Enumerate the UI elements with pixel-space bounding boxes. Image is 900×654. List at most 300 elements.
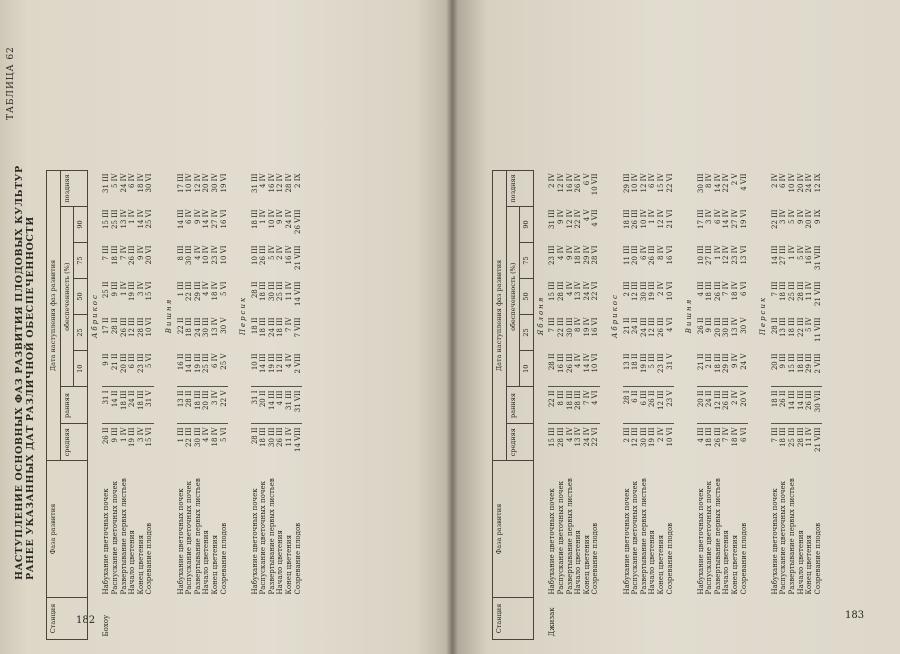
value-cell: 16 VI xyxy=(219,209,228,229)
value-cell: 24 II xyxy=(128,387,137,424)
value-cell: 10 VI xyxy=(219,245,228,265)
value-cell: 1 III xyxy=(176,281,185,297)
value-cell: 25 III xyxy=(110,209,119,229)
header-station: Станция xyxy=(493,598,534,640)
phase-spacer xyxy=(162,461,177,598)
station-cell xyxy=(591,598,600,640)
header-col-early: ранняя xyxy=(506,387,533,424)
crop-name: Абрикос xyxy=(610,293,619,338)
value-cell: 22 VI xyxy=(665,173,674,193)
value-cell: 28 II xyxy=(548,353,557,371)
table-row xyxy=(177,171,186,640)
table-title xyxy=(14,165,36,580)
value-cell: 18 III xyxy=(250,209,259,229)
value-cell: 9 IV xyxy=(796,209,805,224)
phase-cell: Набухание цветочных почек xyxy=(770,488,779,595)
value-cell: 19 III xyxy=(648,281,657,301)
phase-cell: Начало цветения xyxy=(796,530,805,595)
value-cell: 9 IV xyxy=(276,209,285,224)
station-cell xyxy=(731,598,740,640)
table-row xyxy=(145,171,154,640)
station-cell xyxy=(697,598,706,640)
value-cell: 12 IV xyxy=(565,209,574,229)
value-cell: 3 IV xyxy=(779,209,788,224)
value-cell: 16 IV xyxy=(267,173,276,193)
value-cell: 20 VI xyxy=(145,245,154,265)
value-cell: 18 III xyxy=(788,317,797,337)
header-col-pct: 25 xyxy=(520,315,534,351)
value-cell: 15 VI xyxy=(145,424,154,461)
table-row xyxy=(797,171,806,640)
table-label: ТАБЛИЦА 62 xyxy=(6,46,16,120)
value-cell: 18 III xyxy=(259,317,268,337)
value-cell: 22 IV xyxy=(574,209,583,229)
value-cell: 31 I xyxy=(251,387,260,424)
value-cell: 26 VIII xyxy=(293,209,302,234)
value-cell: 22 III xyxy=(556,317,565,337)
value-cell: 30 III xyxy=(639,281,648,301)
value-cell: 21 II xyxy=(622,317,631,335)
crop-group-row xyxy=(756,171,771,640)
value-cell: 6 IV xyxy=(210,353,219,368)
phase-cell: Начало цветения xyxy=(574,530,583,595)
value-cell: 29 III xyxy=(805,353,814,373)
value-cell: 15 VI xyxy=(145,281,154,301)
station-cell xyxy=(285,598,294,640)
phase-cell: Конец цветения xyxy=(656,534,665,595)
header-col-pct: 90 xyxy=(520,207,534,243)
value-cell: 1 IV xyxy=(648,209,657,224)
value-cell: 12 III xyxy=(631,281,640,301)
phase-spacer xyxy=(608,461,623,598)
value-cell: 2 V xyxy=(731,173,740,186)
value-cell: 30 III xyxy=(185,245,194,265)
station-cell xyxy=(177,598,186,640)
value-cell: 19 III xyxy=(267,353,276,373)
phase-cell: Начало цветения xyxy=(648,530,657,595)
station-cell xyxy=(631,598,640,640)
value-cell: 1 IV xyxy=(259,209,268,224)
table-row xyxy=(557,171,566,640)
value-cell: 8 IV xyxy=(705,173,714,188)
phase-spacer xyxy=(236,461,251,598)
station-cell xyxy=(648,598,657,640)
value-cell: 26 III xyxy=(276,424,285,461)
value-cell: 7 III xyxy=(102,245,111,261)
station-cell xyxy=(814,598,823,640)
value-cell: 5 VI xyxy=(219,281,228,296)
value-cell: 14 II xyxy=(111,387,120,424)
station-cell xyxy=(211,598,220,640)
value-cell: 22 V xyxy=(220,387,229,424)
value-cell: 12 IX xyxy=(813,173,822,193)
phase-cell: Начало цветения xyxy=(276,530,285,595)
value-cell: 28 III xyxy=(574,387,583,424)
table-row xyxy=(640,171,649,640)
value-cell: 28 III xyxy=(556,281,565,301)
phase-spacer xyxy=(533,461,548,598)
header-probability: обеспеченность (%) xyxy=(506,207,520,388)
crop-group-row xyxy=(533,171,548,640)
right-table xyxy=(492,170,830,640)
value-cell: 30 III xyxy=(202,317,211,337)
table-row xyxy=(623,171,632,640)
value-cell: 1 IV xyxy=(119,281,128,296)
value-cell: 9 IV xyxy=(556,209,565,224)
phase-cell: Конец цветения xyxy=(136,534,145,595)
title-line-2: РАНЕЕ УКАЗАННЫХ ДАТ РАЗЛИЧНОЙ ОБЕСПЕЧЕННОСТИ xyxy=(25,216,36,580)
crop-name: Вишня xyxy=(164,297,173,334)
value-cell: 10 IV xyxy=(788,173,797,193)
value-cell: 20 IV xyxy=(805,209,814,229)
phase-cell: Распускание цветочных почек xyxy=(631,481,640,595)
value-cell: 5 IV xyxy=(267,245,276,260)
header-dates-group: Дата наступления фаз развития xyxy=(47,171,61,461)
value-cell: 9 III xyxy=(779,353,788,369)
value-cell: 9 III xyxy=(110,281,119,297)
station-cell xyxy=(779,598,788,640)
value-cell: 28 III xyxy=(557,424,566,461)
left-table xyxy=(46,170,310,640)
value-cell: 29 III xyxy=(722,353,731,373)
phase-cell: Созревание плодов xyxy=(219,522,228,595)
crop-name: Персик xyxy=(239,295,248,336)
station-cell xyxy=(788,598,797,640)
table-row xyxy=(740,171,749,640)
station-cell xyxy=(623,598,632,640)
value-cell: 4 IV xyxy=(202,281,211,296)
phase-cell: Созревание плодов xyxy=(591,522,600,595)
page-number-right: 183 xyxy=(845,610,865,621)
station-cell: Бохоу xyxy=(102,614,111,637)
value-cell: 24 II xyxy=(705,387,714,424)
value-cell: 7 III xyxy=(771,424,780,461)
value-cell: 22 VI xyxy=(591,281,600,301)
phase-cell: Развертывание первых листьев xyxy=(267,478,276,595)
station-cell: Джизак xyxy=(548,607,557,637)
phase-cell: Созревание плодов xyxy=(665,522,674,595)
value-cell: 24 II xyxy=(631,317,640,335)
value-cell: 18 IV xyxy=(210,281,219,301)
value-cell: 17 III xyxy=(176,173,185,193)
header-col-pct: 75 xyxy=(74,243,88,279)
value-cell: 26 II xyxy=(696,317,705,335)
value-cell: 13 IV xyxy=(574,424,583,461)
value-cell: 30 III xyxy=(696,173,705,193)
value-cell: 25 VI xyxy=(145,209,154,229)
value-cell: 24 III xyxy=(193,317,202,337)
value-cell: 18 III xyxy=(110,245,119,265)
value-cell: 4 III xyxy=(696,281,705,297)
value-cell: 12 IV xyxy=(639,173,648,193)
book-gutter xyxy=(446,0,458,654)
group-spacer xyxy=(228,171,236,640)
value-cell: 20 V xyxy=(740,387,749,424)
value-cell: 7 IV xyxy=(119,245,128,260)
value-cell: 2 VIII xyxy=(813,353,822,374)
value-cell: 25 III xyxy=(788,281,797,301)
value-cell: 17 III xyxy=(696,209,705,229)
value-cell: 7 IV xyxy=(722,281,731,296)
value-cell: 23 IV xyxy=(731,245,740,265)
value-cell: 5 VI xyxy=(145,353,154,368)
value-cell: 7 VIII xyxy=(293,317,302,338)
header-station: Станция xyxy=(47,598,88,640)
value-cell: 18 IV xyxy=(211,424,220,461)
value-cell: 5 IV xyxy=(788,209,797,224)
value-cell: 10 IV xyxy=(267,209,276,229)
value-cell: 30 IV xyxy=(210,173,219,193)
phase-cell: Распускание цветочных почек xyxy=(705,481,714,595)
value-cell: 5 IV xyxy=(110,173,119,188)
value-cell: 6 IV xyxy=(639,245,648,260)
value-cell: 10 IV xyxy=(202,245,211,265)
station-spacer xyxy=(236,598,251,640)
table-row xyxy=(731,171,740,640)
phase-cell: Распускание цветочных почек xyxy=(110,481,119,595)
value-cell: 12 IV xyxy=(556,173,565,193)
value-cell: 10 VI xyxy=(591,353,600,373)
value-cell: 10 IV xyxy=(639,209,648,229)
phase-cell: Конец цветения xyxy=(210,534,219,595)
value-cell: 22 II xyxy=(176,317,185,335)
group-spacer xyxy=(748,171,756,640)
value-cell: 6 II xyxy=(631,387,640,424)
value-cell: 12 III xyxy=(657,387,666,424)
value-cell: 26 III xyxy=(714,424,723,461)
table-row xyxy=(251,171,260,640)
station-spacer xyxy=(682,598,697,640)
value-cell: 14 III xyxy=(268,387,277,424)
value-cell: 12 III xyxy=(276,353,285,373)
value-cell: 30 III xyxy=(267,281,276,301)
station-cell xyxy=(128,598,137,640)
station-cell xyxy=(202,598,211,640)
table-row xyxy=(259,171,268,640)
group-spacer xyxy=(600,171,608,640)
station-cell xyxy=(251,598,260,640)
phase-cell: Распускание цветочных почек xyxy=(556,481,565,595)
value-cell: 4 IV xyxy=(202,424,211,461)
value-cell: 1 IV xyxy=(120,424,129,461)
table-row xyxy=(220,171,229,640)
value-cell: 14 III xyxy=(770,245,779,265)
value-cell: 15 III xyxy=(788,353,797,373)
value-cell: 12 IV xyxy=(722,245,731,265)
phase-cell: Набухание цветочных почек xyxy=(176,488,185,595)
header-col-pct: 50 xyxy=(74,279,88,315)
value-cell: 24 IV xyxy=(285,209,294,229)
value-cell: 6 III xyxy=(128,353,137,369)
crop-group-row xyxy=(162,171,177,640)
value-cell: 20 IV xyxy=(796,173,805,193)
value-cell: 28 II xyxy=(251,424,260,461)
value-cell: 27 III xyxy=(779,245,788,265)
value-cell: 16 III xyxy=(556,353,565,373)
value-cell: 17 II xyxy=(102,317,111,335)
value-cell: 18 III xyxy=(622,209,631,229)
value-cell: 15 IV xyxy=(656,173,665,193)
value-cell: 26 III xyxy=(648,245,657,265)
value-cell: 15 III xyxy=(548,281,557,301)
value-cell: 31 I xyxy=(102,387,111,424)
value-cell: 22 III xyxy=(185,281,194,301)
value-cell: 21 II xyxy=(696,353,705,371)
value-cell: 12 IV xyxy=(656,209,665,229)
value-cell: 11 IV xyxy=(285,281,294,301)
value-cell: 4 IV xyxy=(565,281,574,296)
value-cell: 28 VI xyxy=(591,245,600,265)
value-cell: 10 III xyxy=(696,245,705,265)
header-col-late: поздняя xyxy=(60,171,87,207)
value-cell: 24 IV xyxy=(583,424,592,461)
group-spacer xyxy=(302,171,310,640)
value-cell: 18 III xyxy=(259,424,268,461)
phase-cell: Распускание цветочных почек xyxy=(259,481,268,595)
value-cell: 24 IV xyxy=(119,173,128,193)
value-cell: 24 III xyxy=(267,317,276,337)
value-cell: 18 III xyxy=(779,424,788,461)
value-cell: 13 IV xyxy=(731,317,740,337)
value-cell: 14 VIII xyxy=(293,281,302,306)
header-col-pct: 90 xyxy=(74,207,88,243)
title-line-1: НАСТУПЛЕНИЕ ОСНОВНЫХ ФАЗ РАЗВИТИЯ ПЛОДОВЫХ КУЛЬТУР xyxy=(14,165,25,580)
right_page-phase-table xyxy=(492,170,830,640)
phase-cell: Начало цветения xyxy=(722,530,731,595)
value-cell: 2 IV xyxy=(276,245,285,260)
table-row xyxy=(185,171,194,640)
value-cell: 14 IV xyxy=(713,173,722,193)
value-cell: 18 II xyxy=(631,353,640,371)
value-cell: 7 IV xyxy=(583,387,592,424)
value-cell: 30 VI xyxy=(145,173,154,193)
right-page xyxy=(452,0,900,654)
value-cell: 22 II xyxy=(548,387,557,424)
value-cell: 12 IV xyxy=(276,173,285,193)
table-row xyxy=(102,171,111,640)
header-col-late: поздняя xyxy=(506,171,533,207)
value-cell: 13 IV xyxy=(574,281,583,301)
table-row xyxy=(788,171,797,640)
value-cell: 11 III xyxy=(622,245,631,265)
value-cell: 18 IV xyxy=(574,245,583,265)
group-spacer xyxy=(674,171,682,640)
value-cell: 31 III xyxy=(102,173,111,193)
value-cell: 1 IV xyxy=(788,245,797,260)
value-cell: 10 IV xyxy=(185,173,194,193)
header-col-mean: средняя xyxy=(60,424,87,461)
value-cell: 26 III xyxy=(656,317,665,337)
phase-cell: Развертывание первых листьев xyxy=(565,478,574,595)
value-cell: 18 III xyxy=(796,353,805,373)
value-cell: 18 II xyxy=(250,317,259,335)
table-row xyxy=(566,171,575,640)
station-cell xyxy=(566,598,575,640)
table-row xyxy=(697,171,706,640)
station-cell xyxy=(797,598,806,640)
value-cell: 20 IV xyxy=(202,173,211,193)
header-col-pct: 50 xyxy=(520,279,534,315)
value-cell: 4 IV xyxy=(259,173,268,188)
value-cell: 19 III xyxy=(128,424,137,461)
station-cell xyxy=(771,598,780,640)
value-cell: 4 IV xyxy=(574,353,583,368)
value-cell: 12 III xyxy=(648,317,657,337)
value-cell: 25 III xyxy=(788,424,797,461)
value-cell: 13 III xyxy=(779,317,788,337)
value-cell: 14 IV xyxy=(202,209,211,229)
station-cell xyxy=(276,598,285,640)
value-cell: 6 VI xyxy=(739,281,748,296)
crop-name: Вишня xyxy=(685,297,694,334)
station-cell xyxy=(220,598,229,640)
value-cell: 4 VII xyxy=(739,173,748,191)
value-cell: 14 III xyxy=(788,387,797,424)
value-cell: 18 III xyxy=(120,387,129,424)
group-spacer xyxy=(822,171,830,640)
value-cell: 2 III xyxy=(705,353,714,369)
value-cell: 26 III xyxy=(805,387,814,424)
value-cell: 26 III xyxy=(631,209,640,229)
value-cell: 26 III xyxy=(722,387,731,424)
value-cell: 30 V xyxy=(739,317,748,334)
table-row xyxy=(128,171,137,640)
phase-cell: Развертывание первых листьев xyxy=(193,478,202,595)
value-cell: 14 IV xyxy=(582,353,591,373)
crop-name: Абрикос xyxy=(90,293,99,338)
value-cell: 6 III xyxy=(640,387,649,424)
value-cell: 14 III xyxy=(797,387,806,424)
value-cell: 13 VI xyxy=(739,245,748,265)
value-cell: 1 III xyxy=(177,424,186,461)
value-cell: 3 IV xyxy=(137,424,146,461)
phase-cell: Созревание плодов xyxy=(293,522,302,595)
value-cell: 4 IV xyxy=(193,245,202,260)
value-cell: 3 IV xyxy=(136,281,145,296)
value-cell: 18 III xyxy=(259,281,268,301)
value-cell: 10 VI xyxy=(145,317,154,337)
station-spacer xyxy=(87,598,102,640)
group-spacer xyxy=(154,171,162,640)
value-cell: 31 VII xyxy=(294,387,303,424)
value-cell: 18 IV xyxy=(136,173,145,193)
value-cell: 24 IV xyxy=(805,173,814,193)
value-cell: 19 VI xyxy=(219,173,228,193)
table-row xyxy=(591,171,600,640)
value-cell: 26 IV xyxy=(574,173,583,193)
header-col-pct: 75 xyxy=(520,243,534,279)
phase-cell: Созревание плодов xyxy=(813,522,822,595)
value-cell: 19 III xyxy=(128,281,137,301)
value-cell: 28 II xyxy=(770,317,779,335)
value-cell: 16 II xyxy=(176,353,185,371)
table-row xyxy=(268,171,277,640)
crop-name: Яблоня xyxy=(536,295,545,336)
station-cell xyxy=(666,598,675,640)
value-cell: 28 IV xyxy=(285,173,294,193)
value-cell: 23 III xyxy=(136,353,145,373)
value-cell: 10 VI xyxy=(666,424,675,461)
phase-cell: Развертывание первых листьев xyxy=(639,478,648,595)
table-row xyxy=(137,171,146,640)
value-cell: 9 IV xyxy=(565,245,574,260)
value-cell: 2 IV xyxy=(548,173,557,188)
value-cell: 4 VI xyxy=(665,317,674,332)
table-row xyxy=(631,171,640,640)
value-cell: 7 IV xyxy=(722,424,731,461)
phase-spacer xyxy=(682,461,697,598)
value-cell: 20 III xyxy=(631,245,640,265)
